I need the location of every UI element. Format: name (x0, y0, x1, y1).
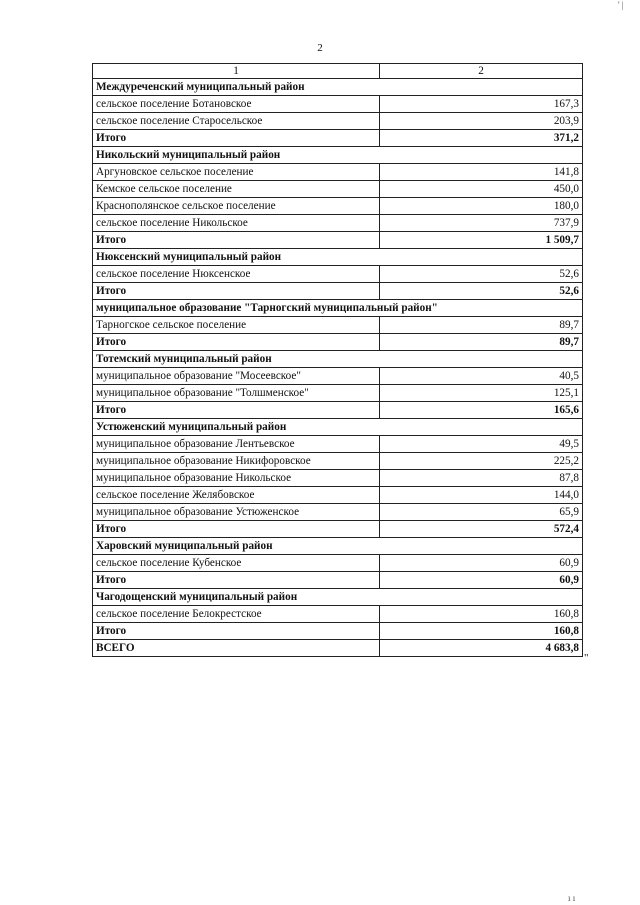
settlement-row (93, 181, 583, 198)
settlement-row (93, 606, 583, 623)
district-header-row (93, 419, 583, 436)
column-number-1: 1 (93, 64, 380, 79)
total-label: Итого (93, 130, 380, 147)
settlement-amount: 141,8 (380, 164, 583, 181)
district-header-row (93, 300, 583, 317)
district-header-row (93, 147, 583, 164)
settlement-name: муниципальное образование Никифоровское (93, 453, 380, 470)
total-amount: 89,7 (380, 334, 583, 351)
settlement-name: муниципальное образование Никольское (93, 470, 380, 487)
settlement-row (93, 215, 583, 232)
settlement-name: муниципальное образование "Толшменское" (93, 385, 380, 402)
total-amount: 371,2 (380, 130, 583, 147)
district-name: Никольский муниципальный район (93, 147, 583, 164)
subtotal-row (93, 402, 583, 419)
subtotal-row (93, 130, 583, 147)
total-label: Итого (93, 232, 380, 249)
district-name: Чагодощенский муниципальный район (93, 589, 583, 606)
district-header-row (93, 351, 583, 368)
total-amount: 4 683,8 (380, 640, 583, 657)
total-amount: 52,6 (380, 283, 583, 300)
settlement-name: сельское поселение Старосельское (93, 113, 380, 130)
column-number-2: 2 (380, 64, 583, 79)
settlement-amount: 167,3 (380, 96, 583, 113)
total-amount: 572,4 (380, 521, 583, 538)
page-number: 2 (317, 42, 323, 54)
district-name: муниципальное образование "Тарногский муниципальный район" (93, 300, 583, 317)
total-amount: 1 509,7 (380, 232, 583, 249)
settlement-amount: 40,5 (380, 368, 583, 385)
settlement-row (93, 504, 583, 521)
settlement-name: Краснополянское сельское поселение (93, 198, 380, 215)
settlement-name: сельское поселение Кубенское (93, 555, 380, 572)
scan-edge-mark-bottom: ı ı (568, 893, 576, 903)
allocation-table (92, 63, 583, 657)
settlement-name: сельское поселение Желябовское (93, 487, 380, 504)
settlement-amount: 737,9 (380, 215, 583, 232)
settlement-row (93, 436, 583, 453)
total-label: Итого (93, 521, 380, 538)
settlement-name: сельское поселение Никольское (93, 215, 380, 232)
total-label: Итого (93, 623, 380, 640)
settlement-row (93, 470, 583, 487)
settlement-amount: 180,0 (380, 198, 583, 215)
settlement-amount: 65,9 (380, 504, 583, 521)
settlement-name: сельское поселение Белокрестское (93, 606, 380, 623)
column-number-row (93, 64, 583, 79)
total-amount: 60,9 (380, 572, 583, 589)
district-header-row (93, 249, 583, 266)
table-body (93, 64, 583, 657)
district-name: Устюженский муниципальный район (93, 419, 583, 436)
settlement-amount: 125,1 (380, 385, 583, 402)
settlement-row (93, 198, 583, 215)
district-name: Нюксенский муниципальный район (93, 249, 583, 266)
settlement-row (93, 113, 583, 130)
district-header-row (93, 79, 583, 96)
settlement-name: Тарногское сельское поселение (93, 317, 380, 334)
settlement-row (93, 96, 583, 113)
district-name: Междуреченский муниципальный район (93, 79, 583, 96)
total-label: ВСЕГО (93, 640, 380, 657)
settlement-amount: 144,0 (380, 487, 583, 504)
settlement-row (93, 368, 583, 385)
district-name: Тотемский муниципальный район (93, 351, 583, 368)
total-label: Итого (93, 402, 380, 419)
settlement-row (93, 385, 583, 402)
total-label: Итого (93, 283, 380, 300)
subtotal-row (93, 283, 583, 300)
subtotal-row (93, 521, 583, 538)
district-header-row (93, 589, 583, 606)
settlement-amount: 60,9 (380, 555, 583, 572)
settlement-amount: 160,8 (380, 606, 583, 623)
settlement-name: Кемское сельское поселение (93, 181, 380, 198)
scan-edge-mark-top: ' | (618, 0, 624, 10)
settlement-row (93, 317, 583, 334)
settlement-name: Аргуновское сельское поселение (93, 164, 380, 181)
settlement-amount: 203,9 (380, 113, 583, 130)
settlement-row (93, 164, 583, 181)
settlement-name: муниципальное образование Лентьевское (93, 436, 380, 453)
settlement-amount: 87,8 (380, 470, 583, 487)
district-header-row (93, 538, 583, 555)
settlement-row (93, 555, 583, 572)
subtotal-row (93, 334, 583, 351)
total-label: Итого (93, 334, 380, 351)
subtotal-row (93, 232, 583, 249)
settlement-amount: 225,2 (380, 453, 583, 470)
subtotal-row (93, 572, 583, 589)
settlement-amount: 89,7 (380, 317, 583, 334)
closing-quote: " (584, 652, 589, 664)
total-label: Итого (93, 572, 380, 589)
settlement-name: сельское поселение Ботановское (93, 96, 380, 113)
settlement-name: муниципальное образование "Мосеевское" (93, 368, 380, 385)
district-name: Харовский муниципальный район (93, 538, 583, 555)
settlement-name: сельское поселение Нюксенское (93, 266, 380, 283)
settlement-name: муниципальное образование Устюженское (93, 504, 380, 521)
total-amount: 160,8 (380, 623, 583, 640)
grand-total-row (93, 640, 583, 657)
settlement-row (93, 487, 583, 504)
settlement-amount: 450,0 (380, 181, 583, 198)
settlement-row (93, 453, 583, 470)
settlement-row (93, 266, 583, 283)
subtotal-row (93, 623, 583, 640)
settlement-amount: 49,5 (380, 436, 583, 453)
settlement-amount: 52,6 (380, 266, 583, 283)
total-amount: 165,6 (380, 402, 583, 419)
